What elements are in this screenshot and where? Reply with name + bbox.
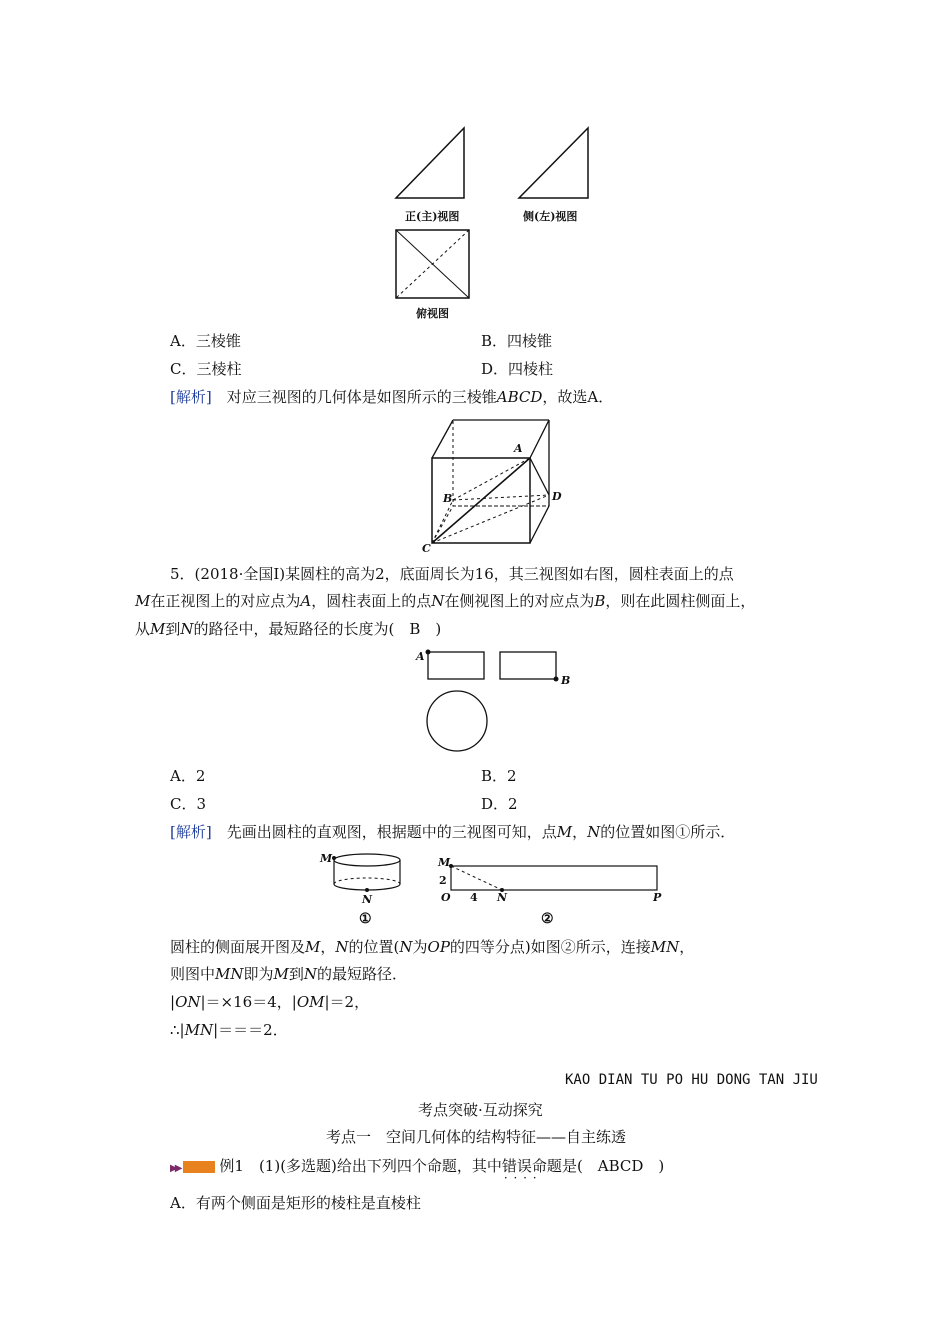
- q5-option-d: D．2: [481, 795, 518, 813]
- fig1-label-n: N: [362, 893, 373, 906]
- label-a: A: [416, 650, 425, 663]
- side-view-caption: 侧(左)视图: [523, 210, 578, 223]
- option-b: B．四棱锥: [481, 332, 553, 350]
- top-view-caption: 俯视图: [416, 307, 449, 320]
- example1-line: ▶▶ 例1 (1)(多选题)给出下列四个命题，其中错误命题 · · · ·是( ABCD ): [170, 1155, 664, 1176]
- fig2-label-p: P: [653, 891, 662, 904]
- fig2-label-o: O: [441, 891, 451, 904]
- label-b: B: [561, 674, 571, 687]
- label-b: B: [443, 492, 453, 505]
- label-d: D: [552, 490, 562, 503]
- fig2-caption: ②: [541, 911, 554, 927]
- label-c: C: [422, 542, 431, 555]
- fig1-caption: ①: [359, 911, 372, 927]
- analysis-tag: [解析]: [170, 823, 212, 841]
- label-a: A: [514, 442, 523, 455]
- fig2-label-4: 4: [470, 891, 478, 904]
- front-view-caption: 正(主)视图: [405, 210, 460, 223]
- section-title: 考点突破·互动探究: [418, 1101, 543, 1119]
- arrows-icon: ▶▶: [170, 1163, 180, 1174]
- q5-option-a: A．2: [170, 767, 206, 785]
- solution-line1: 圆柱的侧面展开图及M，N的位置(N为OP的四等分点)如图②所示，连接MN，: [170, 938, 695, 956]
- fig2-label-2: 2: [439, 874, 447, 887]
- analysis-tag: [解析]: [170, 388, 212, 406]
- q5-analysis: [解析] 先画出圆柱的直观图，根据题中的三视图可知，点M，N的位置如图①所示．: [170, 823, 736, 841]
- q5-line3: 从M到N的路径中，最短路径的长度为( B ): [135, 620, 442, 638]
- example1-option-a: A．有两个侧面是矩形的棱柱是直棱柱: [170, 1194, 421, 1212]
- fig2-label-n: N: [497, 891, 508, 904]
- q5-option-c: C．3: [170, 795, 207, 813]
- solution-line2: 则图中MN即为M到N的最短路径．: [170, 965, 408, 983]
- option-a: A．三棱锥: [170, 332, 241, 350]
- fig1-label-m: M: [320, 852, 333, 865]
- section-subtitle: 考点一 空间几何体的结构特征——自主练透: [326, 1128, 627, 1146]
- section-pinyin: KAO DIAN TU PO HU DONG TAN JIU: [565, 1072, 818, 1088]
- option-c: C．三棱柱: [170, 360, 242, 378]
- q5-line2: M在正视图上的对应点为A，圆柱表面上的点N在侧视图上的对应点为B，则在此圆柱侧面上，: [135, 592, 756, 610]
- solution-line4: ∴|MN|＝＝＝2．: [170, 1021, 288, 1039]
- example-tag-icon: [183, 1161, 215, 1173]
- option-d: D．四棱柱: [481, 360, 554, 378]
- example-label: 例1: [219, 1157, 244, 1175]
- q5-option-b: B．2: [481, 767, 517, 785]
- fig2-label-m: M: [438, 856, 451, 869]
- q5-line1: 5．(2018·全国Ⅰ)某圆柱的高为2，底面周长为16，其三视图如右图，圆柱表面上的点: [170, 565, 734, 583]
- q4-analysis: [解析] 对应三视图的几何体是如图所示的三棱锥ABCD，故选A．: [170, 388, 614, 406]
- solution-line3: |ON|＝×16＝4，|OM|＝2，: [170, 993, 370, 1011]
- emphasis-text: 错误命题 · · · ·: [502, 1157, 562, 1175]
